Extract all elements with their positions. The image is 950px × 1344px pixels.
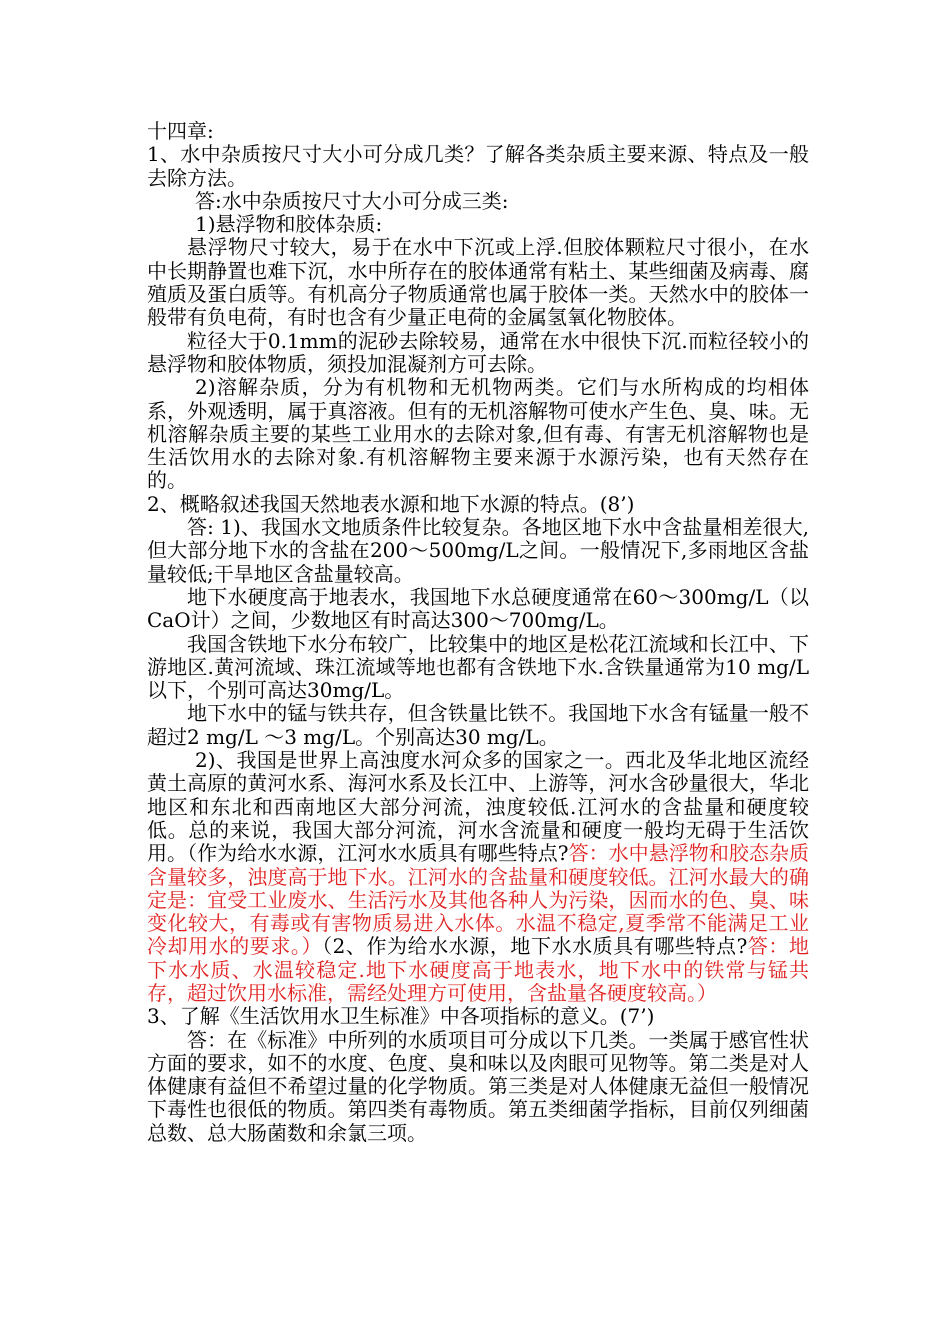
answer-2-paragraph1: 答: 1)、我国水文地质条件比较复杂。各地区地下水中含盐量相差很大,但大部分地下水的含盐在200～500mg/L之间。一般情况下,多雨地区含盐量较低;干旱地区含盐量较高。	[147, 515, 809, 586]
answer-2-groundwater-answer: 答：地下水水质、水温较稳定.地下水硬度高于地表水，地下水中的铁常与锰共存，超过饮用水标准，需经处理方可使用，含盐量各硬度较高。）	[147, 934, 809, 1005]
answer-1-item2: 2)溶解杂质，分为有机物和无机物两类。它们与水所构成的均相体系，外观透明，属于真溶液。但有的无机溶解物可使水产生色、臭、味。无机溶解杂质主要的某些工业用水的去除对象,但有毒、有害无机溶解物也是生活饮用水的去除对象.有机溶解物主要来源于水源污染，也有天然存在的。	[147, 375, 809, 493]
answer-1-intro: 答:水中杂质按尺寸大小可分成三类:	[195, 188, 509, 213]
question-1: 1、水中杂质按尺寸大小可分成几类？了解各类杂质主要来源、特点及一般去除方法。	[147, 142, 809, 190]
answer-2-groundwater-question: （2、作为给水水源，地下水水质具有哪些特点?	[322, 934, 748, 959]
question-2: 2、概略叙述我国天然地表水源和地下水源的特点。(8’)	[147, 491, 635, 516]
answer-2-paragraph3: 我国含铁地下水分布较广，比较集中的地区是松花江流域和长江中、下游地区.黄河流域、珠江流域等地也都有含铁地下水.含铁量通常为10 mg/L以下，个别可高达30mg/L。	[147, 631, 809, 703]
answer-2-paragraph4: 地下水中的锰与铁共存，但含铁量比铁不。我国地下水含有锰量一般不超过2 mg/L ～3 mg/L。个别高达30 mg/L。	[147, 701, 809, 749]
chapter-heading: 十四章:	[147, 119, 214, 143]
answer-1-item1-title: 1)悬浮物和胶体杂质:	[195, 212, 383, 237]
answer-2-paragraph5	[147, 749, 809, 1005]
answer-1-item1-paragraph2: 粒径大于0.1mm的泥砂去除较易，通常在水中很快下沉.而粒径较小的悬浮物和胶体物质，须投加混凝剂方可去除。	[147, 328, 809, 376]
answer-2-paragraph2: 地下水硬度高于地表水，我国地下水总硬度通常在60～300mg/L（以CaO计）之间，少数地区有时高达300～700mg/L。	[147, 584, 809, 633]
answer-3: 答：在《标准》中所列的水质项目可分成以下几类。一类属于感官性状方面的要求，如不的水度、色度、臭和味以及肉眼可见物等。第二类是对人体健康有益但不希望过量的化学物质。第三类是对人体健康无益但一般情况下毒性也很低的物质。第四类有毒物质。第五类细菌学指标，目前仅列细菌总数、总大肠菌数和余氯三项。	[147, 1027, 809, 1145]
document-body	[147, 120, 809, 1145]
answer-2-paragraph5-text: 2)、我国是世界上高浊度水河众多的国家之一。西北及华北地区流经黄土高原的黄河水系、海河水系及长江中、上游等，河水含砂量很大，华北地区和东北和西南地区大部分河流，浊度较低.江河水的含盐量和硬度较低。总的来说，我国大部分河流，河水含流量和硬度一般均无碍于生活饮用。（作为给水水源，江河水水质具有哪些特点?	[147, 748, 809, 866]
answer-2-river-answer: 答：水中悬浮物和胶态杂质含量较多，浊度高于地下水。江河水的含盐量和硬度较低。江河水最大的确定是：宜受工业废水、生活污水及其他各种人为污染，因而水的色、臭、味变化较大，有毒或有害物质易进入水体。水温不稳定,夏季常不能满足工业冷却用水的要求。）	[147, 841, 809, 959]
answer-1-item1-paragraph1: 悬浮物尺寸较大，易于在水中下沉或上浮.但胶体颗粒尺寸很小，在水中长期静置也难下沉，水中所存在的胶体通常有粘土、某些细菌及病毒、腐殖质及蛋白质等。有机高分子物质通常也属于胶体一类。天然水中的胶体一般带有负电荷，有时也含有少量正电荷的金属氢氧化物胶体。	[147, 235, 809, 330]
question-3: 3、了解《生活饮用水卫生标准》中各项指标的意义。(7’)	[147, 1004, 655, 1029]
